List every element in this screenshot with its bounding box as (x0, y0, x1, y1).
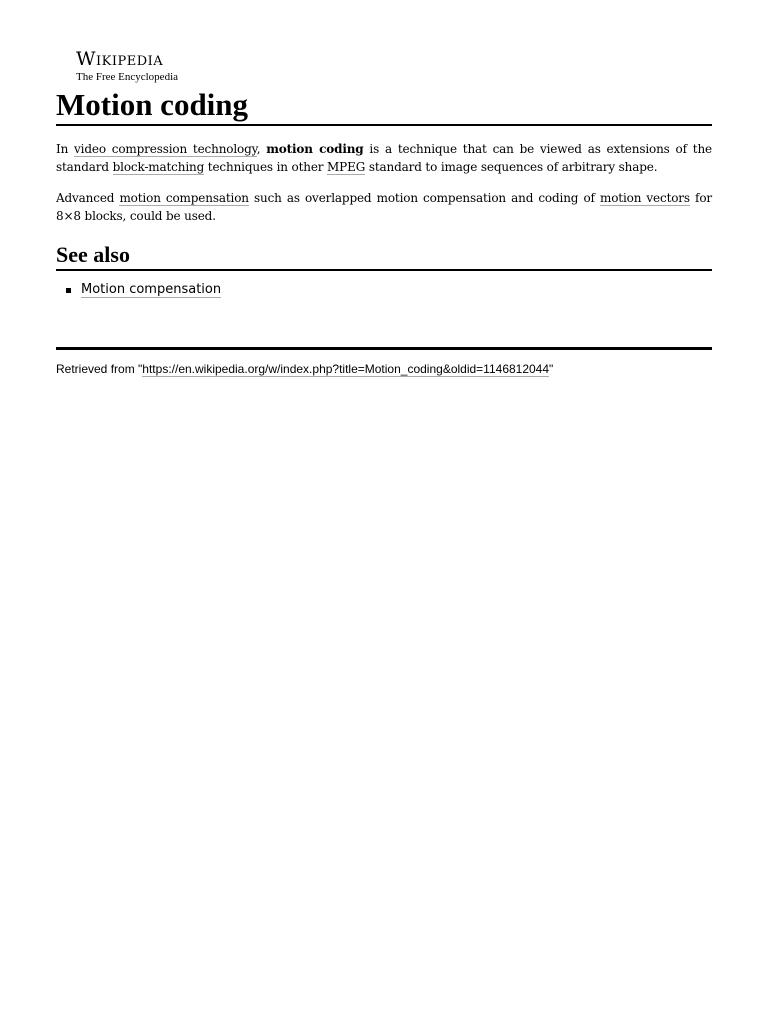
retrieved-prefix: Retrieved from " (56, 362, 143, 377)
wikipedia-logo[interactable] (76, 50, 712, 83)
text: Advanced (56, 190, 120, 205)
text: In (56, 141, 75, 156)
text: , (256, 141, 267, 156)
text: techniques in other (204, 159, 328, 174)
bold-term: motion coding (266, 141, 364, 156)
link-motion-vectors[interactable]: motion vectors (599, 190, 690, 205)
page-title: Motion coding (56, 87, 712, 126)
article-content (56, 50, 712, 377)
text: is a technique that can be viewed as extensions of the standard (56, 141, 712, 174)
link-block-matching[interactable]: block-matching (112, 159, 205, 174)
footer-divider (56, 347, 712, 350)
retrieved-suffix: " (549, 362, 554, 377)
list-item (56, 281, 712, 299)
link-motion-compensation[interactable]: motion compensation (119, 190, 249, 205)
logo-tagline: The Free Encyclopedia (76, 71, 179, 83)
see-also-list (56, 281, 712, 299)
text: for 8×8 blocks, could be used. (56, 190, 712, 223)
logo-wordmark: Wikipedia (76, 48, 164, 70)
intro-paragraph (56, 140, 712, 176)
second-paragraph (56, 189, 712, 225)
see-also-heading: See also (56, 242, 712, 271)
link-video-compression[interactable]: video compression technology (74, 141, 257, 156)
retrieved-url-link[interactable]: https://en.wikipedia.org/w/index.php?title=Motion_coding&oldid=1146812044 (142, 362, 550, 377)
text: standard to image sequences of arbitrary shape. (365, 159, 658, 174)
see-also-link-motion-compensation[interactable]: Motion compensation (81, 282, 222, 298)
link-mpeg[interactable]: MPEG (327, 159, 366, 174)
bullet-icon (66, 288, 71, 293)
text: such as overlapped motion compensation and coding of (248, 190, 600, 205)
retrieved-from (56, 361, 712, 377)
